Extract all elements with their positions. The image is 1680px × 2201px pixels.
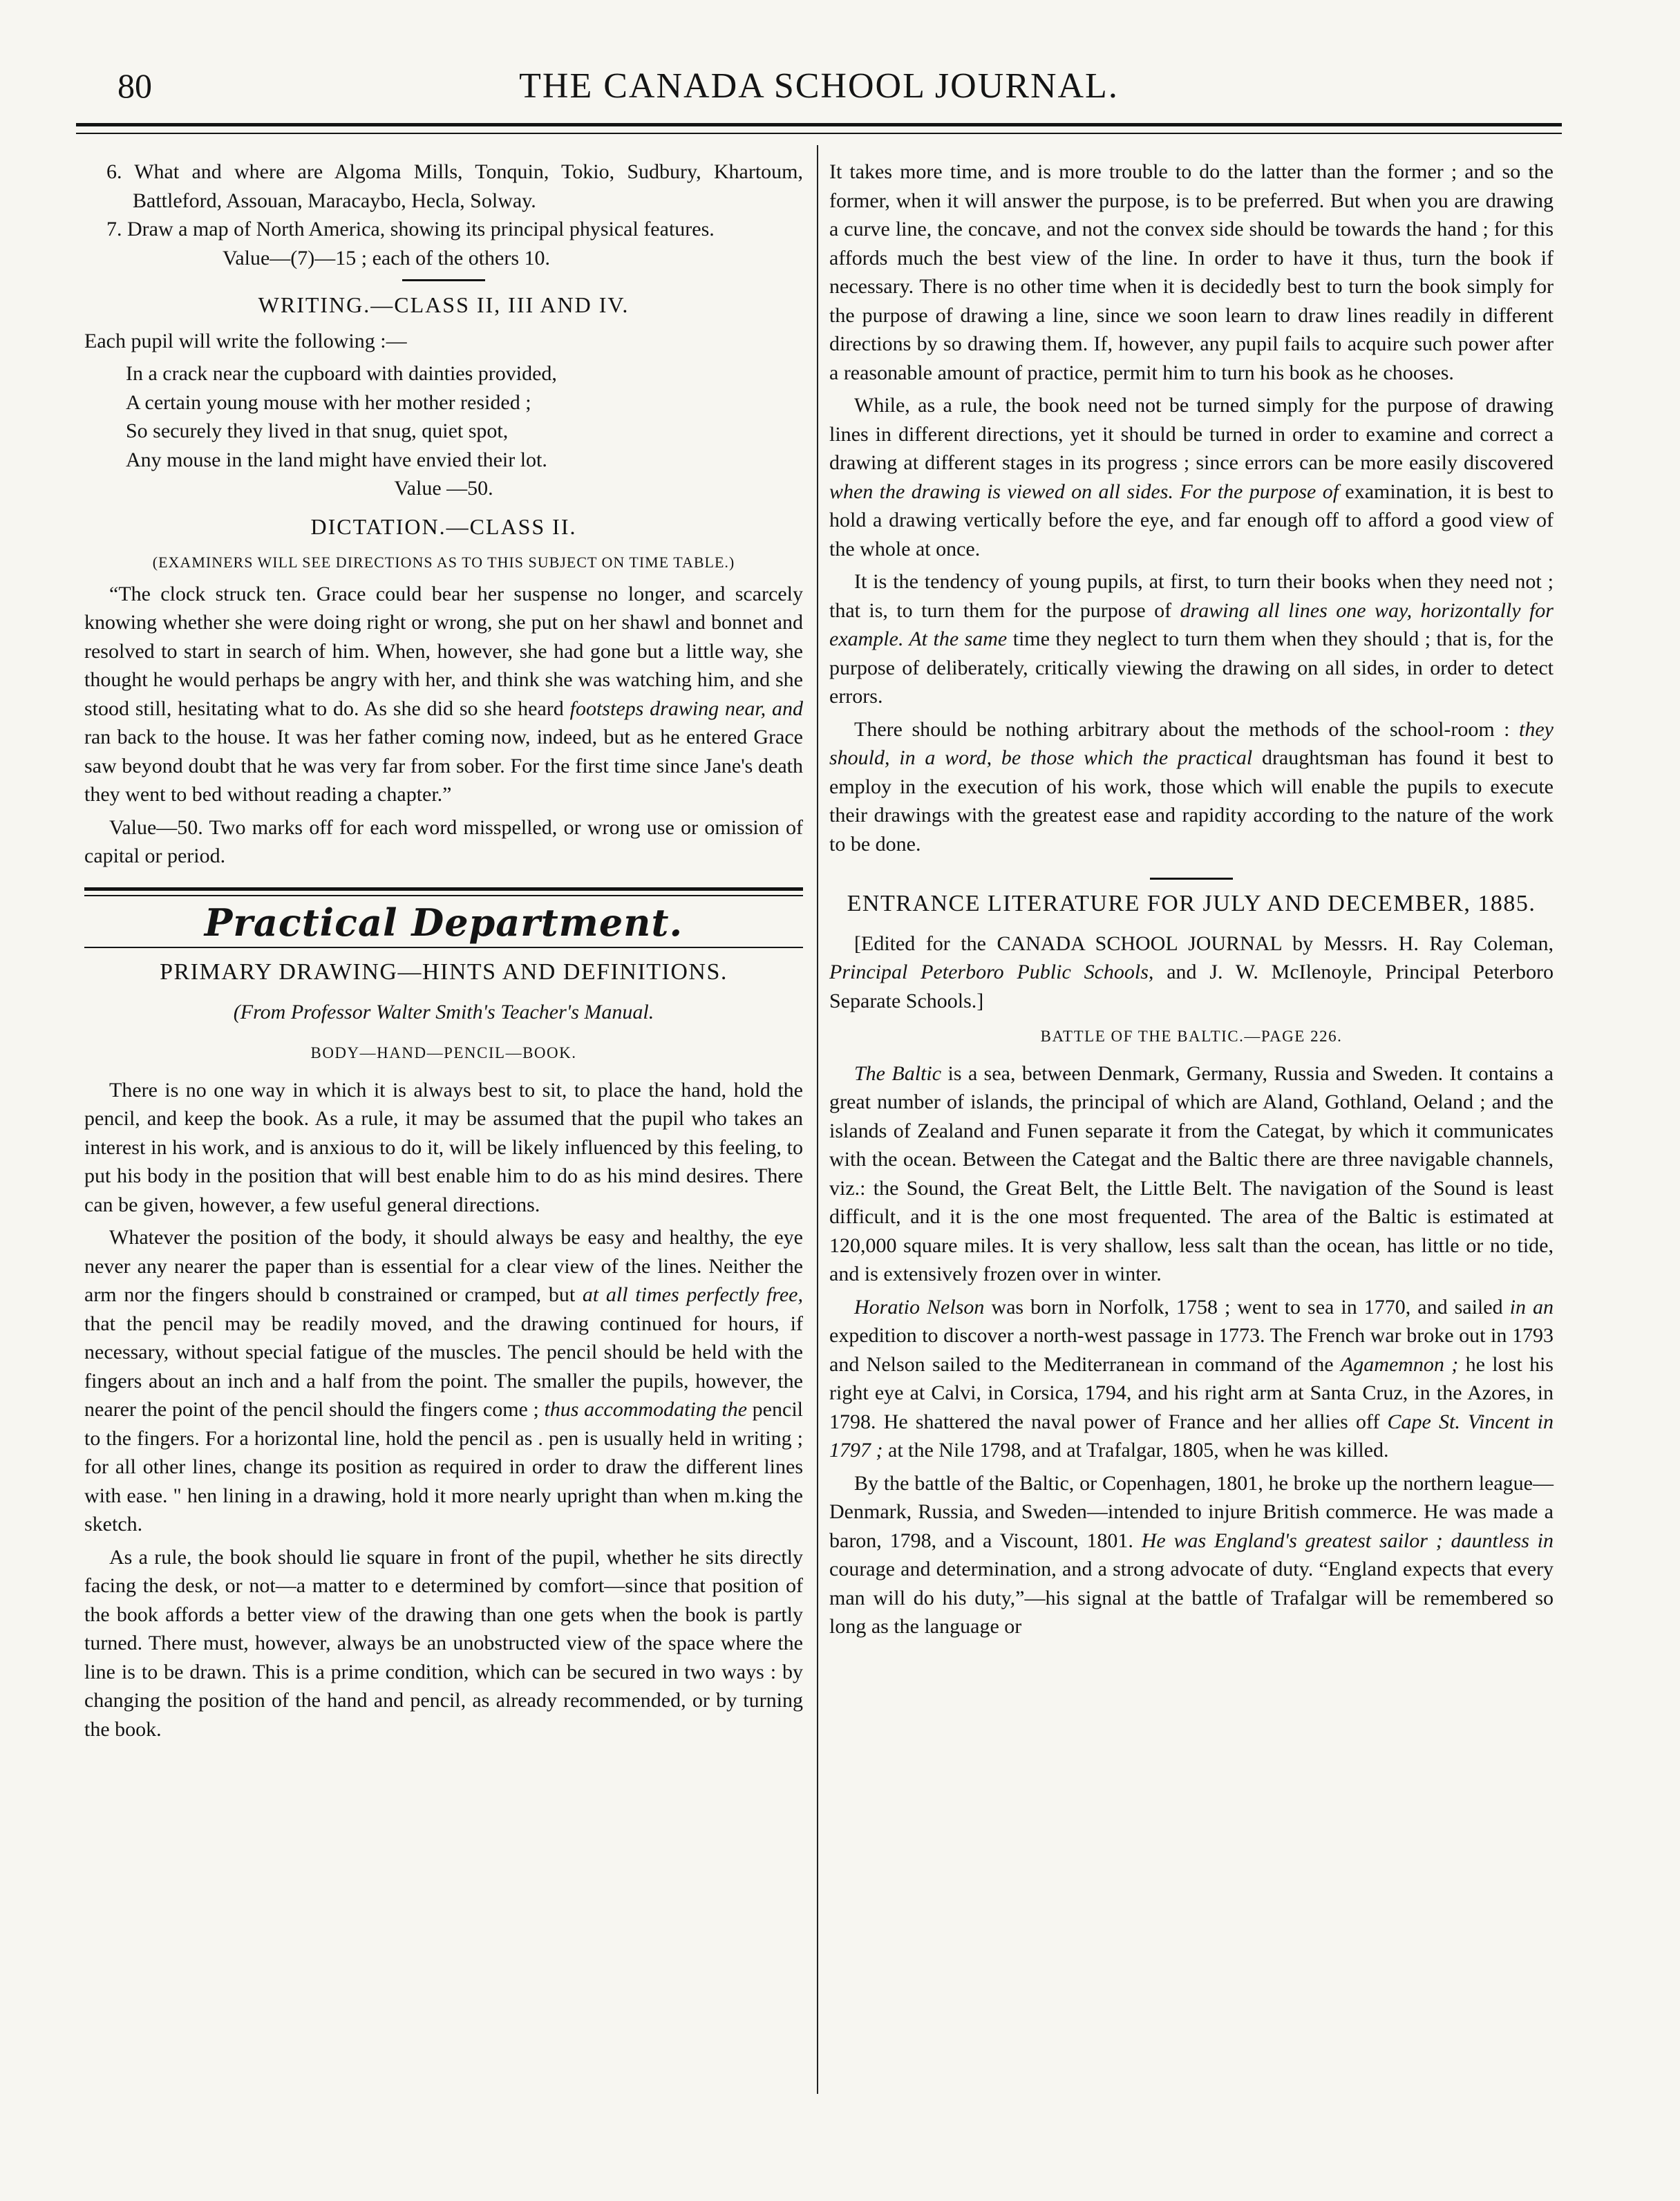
poem-line: Any mouse in the land might have envied their lot. [126, 448, 547, 471]
right-column [829, 158, 1554, 1645]
question-7: 7. Draw a map of North America, showing its principal physical features. [106, 218, 715, 240]
paragraph-part: was born in Norfolk, 1758 ; went to sea in 1770, and sailed [984, 1295, 1510, 1319]
paragraph-part: By the battle of the Baltic, or Copenhagen, 1801, he broke up the northern league—Denmark, Russia, and Sweden—intended to injure British commerce. He was made a baron, 1798, and a Viscount, 1801. [829, 1471, 1554, 1552]
left-column [84, 158, 803, 1748]
poem-line: In a crack near the cupboard with dainties provided, [126, 362, 557, 385]
page-number: 80 [117, 66, 152, 105]
poem-line: So securely they lived in that snug, quiet spot, [126, 419, 509, 442]
article-title: PRIMARY DRAWING—HINTS AND DEFINITIONS. [160, 959, 728, 985]
department-title: Practical Department. [204, 900, 683, 945]
paragraph-italic: Horatio Nelson [854, 1295, 985, 1319]
paragraph [829, 1059, 1554, 1289]
dictation-value: Value—50. Two marks off for each word misspelled, or wrong use or omission of capital or period. [84, 815, 803, 867]
paragraph-part: There should be nothing arbitrary about the methods of the school-room : [854, 717, 1520, 741]
paragraph-part: courage and determination, and a strong advocate of duty. “England expects that every man will do his duty,”—his signal at the battle of Trafalgar will be remembered so long as the language or [829, 1558, 1554, 1638]
dictation-text-part: ran back to the house. It was her father coming now, indeed, but as he entered Grace saw beyond doubt that he was very far from sober. For the first time since Jane's death they went to bed without reading a chapter.” [84, 726, 803, 806]
poem-line: A certain young mouse with her mother resided ; [126, 390, 531, 414]
thin-rule [84, 947, 803, 948]
section-rule [84, 887, 803, 896]
paragraph-italic: when the drawing is viewed on all sides. For the purpose of [829, 480, 1339, 503]
writing-heading: WRITING.—CLASS II, III AND IV. [258, 292, 630, 317]
dictation-text [84, 580, 803, 809]
paragraph-part: is a sea, between Denmark, Germany, Russia and Sweden. It contains a great number of islands, the principal of which are Aland, Gothland, Oeland ; and the islands of Zealand and Funen separate it from the Categat, by which it communicates with the ocean. Between the Categat and the Baltic there are three navigable channels, viz.: the Sound, the Great Belt, the Little Belt. The navigation of the Sound is least difficult, and it is the one most frequented. The area of the Baltic is estimated at 120,000 square miles. It is very shallow, less salt than the ocean, has little or no tide, and is extensively frozen over in winter. [829, 1061, 1554, 1285]
editors-note-part: [Edited for the CANADA SCHOOL JOURNAL by Messrs. H. Ray Coleman, [854, 932, 1554, 955]
page-header [83, 66, 1555, 114]
paragraph-part: It is the tendency of young pupils, at first, to turn their books when they need not ; that is, to turn them for the purpose of [829, 570, 1554, 622]
dictation-text-part: “The clock struck ten. Grace could bear her suspense no longer, and scarcely knowing whether she were doing right or wrong, she put on her shawl and bonnet and resolved to start in search of him. When, however, she had gone but a little way, she thought he would perhaps be angry with her, and think she was watching him, and she stood still, hesitating what to do. As she did so she heard [84, 582, 803, 720]
header-rule [76, 123, 1562, 134]
paragraph-italic: Cape St. Vincent in 1797 ; [829, 1410, 1554, 1462]
paragraph-part: that the pencil may be readily moved, and the drawing continued for hours, if necessary, without special fatigue of the muscles. The pencil should be held with the fingers about an inch and a half from the point. The smaller the pupils, however, the nearer the point of the pencil should the fingers come ; [84, 1312, 803, 1421]
paragraph-part: examination, it is best to hold a drawing vertically before the eye, and far enough off to afford a good view of the whole at once. [829, 480, 1554, 560]
paragraph [829, 715, 1554, 859]
column-divider [817, 145, 818, 2094]
paragraph-part: he lost his right eye at Calvi, in Corsica, 1794, and his right arm at Santa Cruz, in the Azores, in 1798. He shattered the naval power of France and her allies off [829, 1352, 1554, 1433]
writing-intro: Each pupil will write the following :— [84, 329, 407, 352]
paragraph-italic: thus accommodating the [544, 1398, 748, 1421]
short-rule [402, 279, 485, 281]
literature-title: ENTRANCE LITERATURE FOR JULY AND DECEMBER, 1885. [847, 891, 1536, 916]
dictation-text-italic: footsteps drawing near, and [569, 697, 803, 720]
paragraph [84, 1223, 803, 1539]
paragraph-italic: The Baltic [854, 1061, 942, 1085]
question-6: 6. What and where are Algoma Mills, Tonquin, Tokio, Sudbury, Khartoum, Battleford, Assouan, Maracaybo, Hecla, Solway. [106, 160, 803, 212]
paragraph-part: While, as a rule, the book need not be turned simply for the purpose of drawing lines in different directions, yet it should be turned in order to examine and correct a drawing at different stages in its progress ; since errors can be more easily discovered [829, 394, 1554, 474]
paragraph-italic: He was England's greatest sailor ; dauntless in [1141, 1529, 1554, 1552]
article-source: (From Professor Walter Smith's Teacher's Manual. [233, 1000, 654, 1023]
running-head: THE CANADA SCHOOL JOURNAL. [519, 66, 1119, 106]
dictation-note: (EXAMINERS WILL SEE DIRECTIONS AS TO THIS SUBJECT ON TIME TABLE.) [152, 554, 735, 571]
section-heading: BODY—HAND—PENCIL—BOOK. [310, 1044, 577, 1061]
paragraph: There is no one way in which it is always best to sit, to place the hand, hold the pencil, and keep the book. As a rule, it may be assumed that the pupil who takes an interest in his work, and is anxious to do it, will be likely influenced by this feeling, to put his body in the position that will best enable him to do as his mind desires. There can be given, however, a few useful general directions. [84, 1078, 803, 1216]
paragraph-part: draughtsman has found it best to employ in the execution of his work, those which will enable the pupils to execute their drawings with the greatest ease and rapidity according to the nature of the work to be done. [829, 746, 1554, 856]
paragraph-italic: they should, in a word, be those which the practical [829, 717, 1554, 769]
dictation-heading: DICTATION.—CLASS II. [310, 513, 577, 539]
editors-note [829, 929, 1554, 1016]
paragraph-italic: Agamemnon ; [1340, 1352, 1459, 1376]
paragraph-part: pencil to the fingers. For a horizontal line, hold the pencil as . pen is usually held in writing ; for all other lines, change its position as required in order to draw the different lines with ease. " hen lining in a drawing, hold it more nearly upright than when m.king the sketch. [84, 1398, 803, 1536]
paragraph [829, 567, 1554, 711]
paragraph: It takes more time, and is more trouble to do the latter than the former ; and so the former, when it will answer the purpose, is to be preferred. But when you are drawing a curve line, the concave, and not the convex side should be towards the hand ; for this affords much the best view of the line. In order to have it thus, turn the book if necessary. There is no other time when it is decidedly best to turn the book simply for the purpose of drawing a line, since we soon learn to draw lines readily in different directions by so drawing them. If, however, any pupil fails to acquire such power after a reasonable amount of practice, permit him to turn his book as he chooses. [829, 160, 1554, 384]
paragraph-italic: at all times perfectly free, [582, 1283, 803, 1306]
paragraph [829, 391, 1554, 563]
paragraph-italic: in an [1509, 1295, 1554, 1319]
paragraph-part: time they neglect to turn them when they should ; that is, for the purpose of deliberately, critically viewing the drawing on all sides, in order to detect errors. [829, 627, 1554, 708]
battle-heading: BATTLE OF THE BALTIC.—PAGE 226. [1040, 1028, 1343, 1045]
paragraph-part: Whatever the position of the body, it should always be easy and healthy, the eye never any nearer the paper than is essential for a clear view of the lines. Neither the arm nor the fingers should b constrained or cramped, but [84, 1226, 803, 1306]
paragraph [829, 1293, 1554, 1465]
paragraph [829, 1469, 1554, 1641]
paragraph-part: expedition to discover a north-west passage in 1773. The French war broke out in 1793 and Nelson sailed to the Mediterranean in command of the [829, 1324, 1554, 1376]
editors-note-italic: Principal Peterboro Public Schools, [829, 961, 1154, 983]
paragraph-part: at the Nile 1798, and at Trafalgar, 1805, when he was killed. [883, 1439, 1389, 1462]
short-rule [1150, 878, 1233, 880]
paragraph-italic: drawing all lines one way, horizontally for example. At the same [829, 598, 1554, 650]
questions-value: Value—(7)—15 ; each of the others 10. [223, 246, 551, 270]
writing-value: Value —50. [394, 477, 493, 500]
paragraph: As a rule, the book should lie square in front of the pupil, whether he sits directly facing the desk, or not—a matter to e determined by comfort—since that position of the book affords a better view of the drawing than one gets when the book is partly turned. There must, however, always be an unobstructed view of the space where the line is to be drawn. This is a prime condition, which can be secured in two ways : by changing the position of the hand and pencil, as already recommended, or by turning the book. [84, 1545, 803, 1741]
editors-note-part: and J. W. McIlenoyle, Principal Peterboro Separate Schools.] [829, 961, 1554, 1012]
